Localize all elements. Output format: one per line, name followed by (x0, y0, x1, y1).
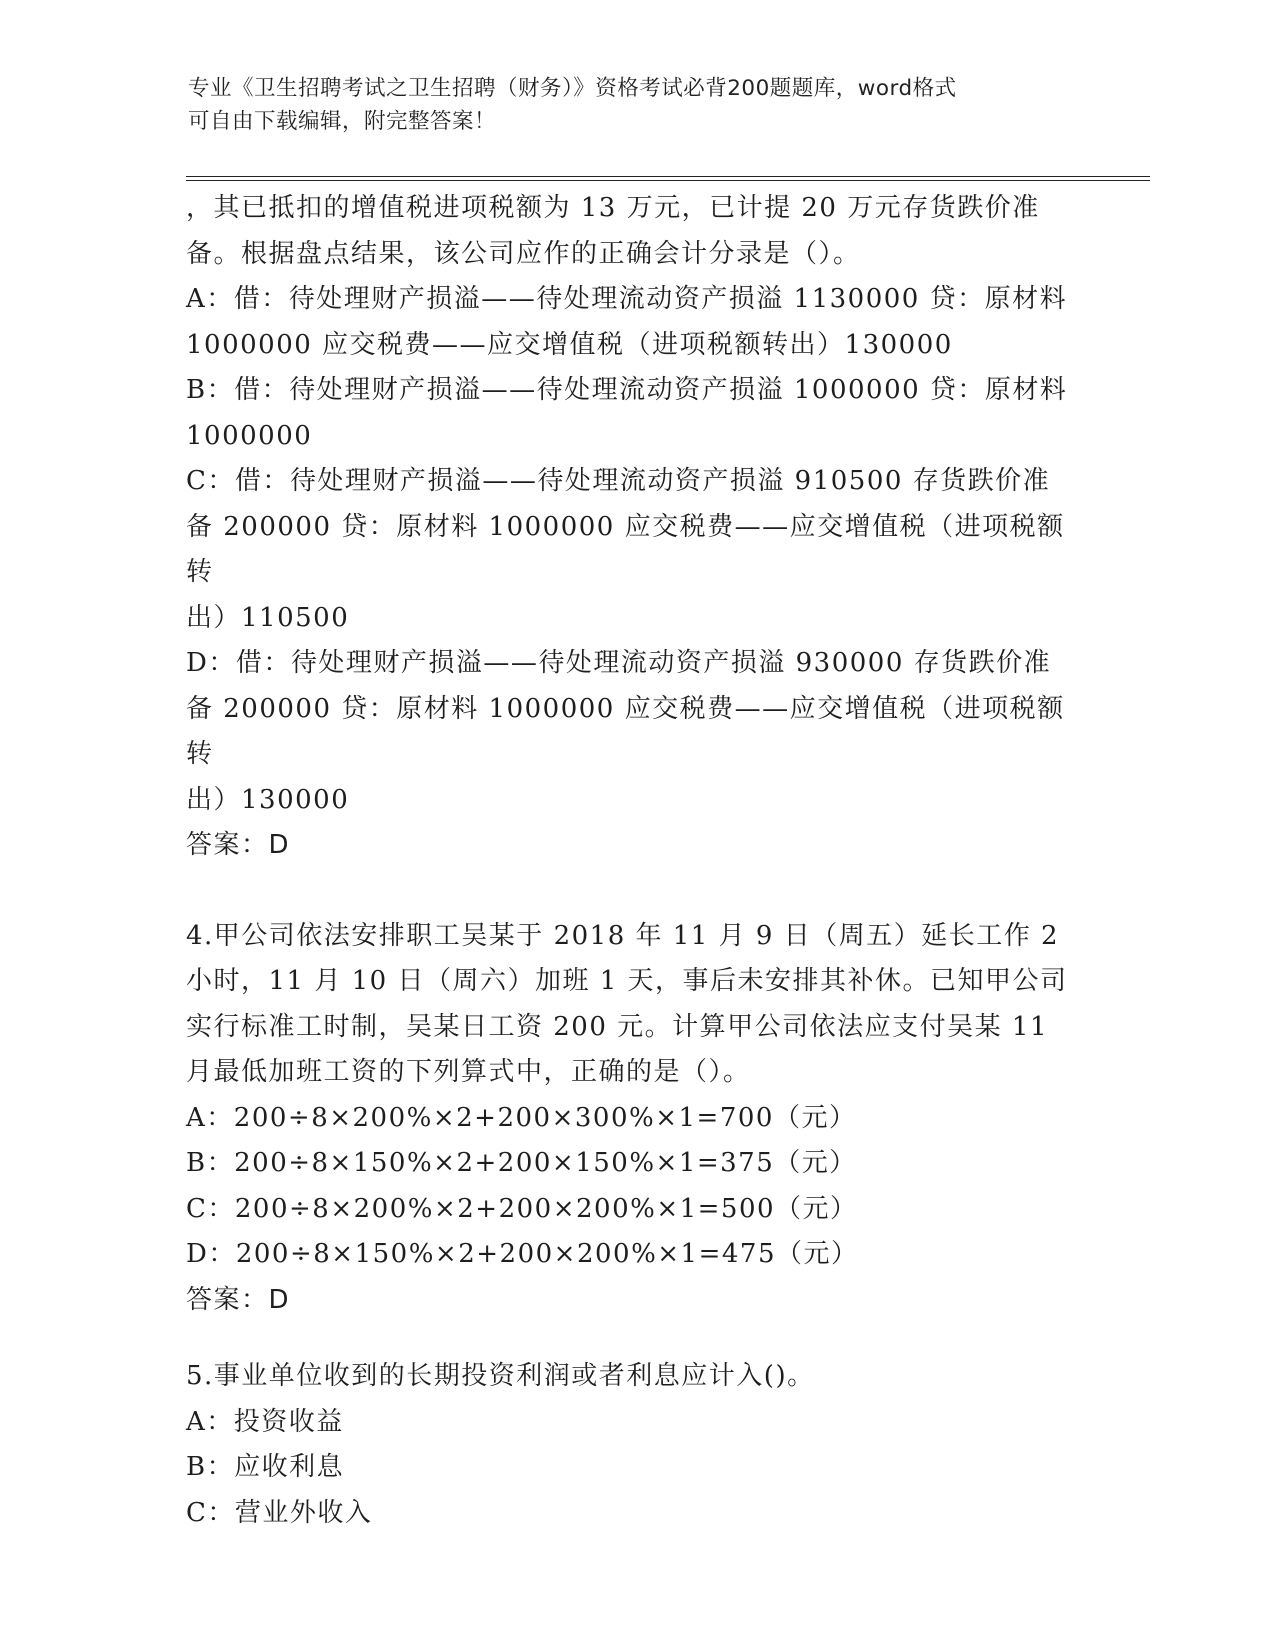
page-header (188, 72, 1068, 138)
question-5 (186, 1354, 1086, 1536)
option-d-line: 备 200000 贷：原材料 1000000 应交税费——应交增值税（进项税额转 (186, 693, 1065, 769)
question-stem-line: 实行标准工时制，吴某日工资 200 元。计算甲公司依法应支付吴某 11 (186, 1011, 1049, 1042)
option-b: B：应收利息 (186, 1452, 345, 1482)
option-b: B：200÷8×150%×2+200×150%×1=375（元） (186, 1148, 857, 1178)
spacer (186, 1323, 1086, 1354)
option-c-line: 出）110500 (186, 602, 350, 633)
answer-line: 答案：D (186, 1284, 291, 1315)
answer-line: 答案：D (186, 830, 291, 860)
question-stem-line: 4.甲公司依法安排职工吴某于 2018 年 11 月 9 日（周五）延长工作 2 (186, 920, 1059, 951)
option-c-line: 备 200000 贷：原材料 1000000 应交税费——应交增值税（进项税额转 (186, 511, 1065, 587)
question-4 (186, 914, 1086, 1324)
option-c: C：营业外收入 (186, 1497, 373, 1528)
spacer (186, 869, 1086, 914)
option-d: D：200÷8×150%×2+200×200%×1=475（元） (186, 1239, 859, 1269)
option-b-line: B：借：待处理财产损溢——待处理流动资产损溢 1000000 贷：原材料 (186, 375, 1068, 405)
option-d-line: D：借：待处理财产损溢——待处理流动资产损溢 930000 存货跌价准 (186, 648, 1052, 678)
question-3 (186, 186, 1086, 869)
option-a-line: A：借：待处理财产损溢——待处理流动资产损溢 1130000 贷：原材料 (186, 284, 1068, 314)
question-stem-line: 5.事业单位收到的长期投资利润或者利息应计入()。 (186, 1361, 815, 1391)
option-c: C：200÷8×200%×2+200×200%×1=500（元） (186, 1193, 858, 1224)
option-b-line: 1000000 (186, 420, 313, 451)
question-stem-line: 小时，11 月 10 日（周六）加班 1 天，事后未安排其补休。已知甲公司 (186, 966, 1068, 996)
header-divider (186, 176, 1150, 181)
header-line-1: 专业《卫生招聘考试之卫生招聘（财务）》资格考试必背200题题库，word格式 (188, 76, 957, 101)
question-stem-line: ，其已抵扣的增值税进项税额为 13 万元，已计提 20 万元存货跌价准 (186, 193, 1040, 223)
option-d-line: 出）130000 (186, 784, 350, 815)
option-a: A：投资收益 (186, 1406, 344, 1437)
header-line-2: 可自由下载编辑，附完整答案！ (188, 109, 497, 134)
option-a: A：200÷8×200%×2+200×300%×1=700（元） (186, 1102, 857, 1133)
option-c-line: C：借：待处理财产损溢——待处理流动资产损溢 910500 存货跌价准 (186, 466, 1051, 496)
question-stem-line: 月最低加班工资的下列算式中，正确的是（）。 (186, 1057, 751, 1087)
document-body (186, 186, 1086, 1536)
question-stem-line: 备。根据盘点结果，该公司应作的正确会计分录是（）。 (186, 238, 861, 269)
option-a-line: 1000000 应交税费——应交增值税（进项税额转出）130000 (186, 329, 953, 360)
